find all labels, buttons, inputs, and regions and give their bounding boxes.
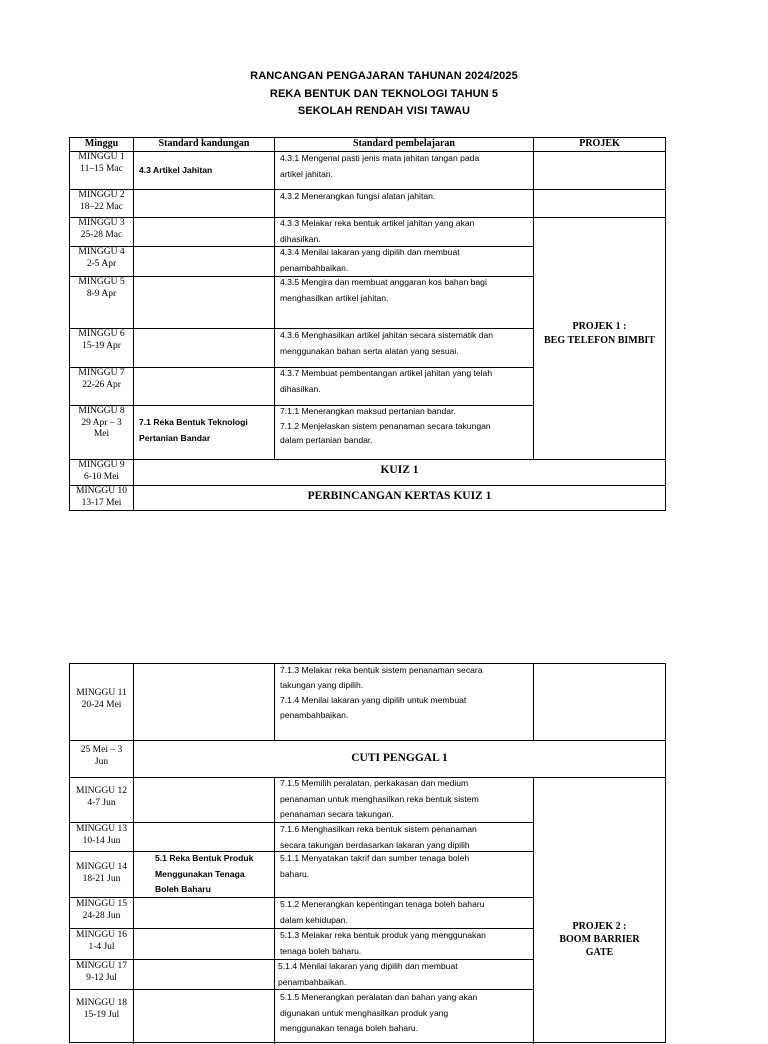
- projek-1-label: PROJEK 1 : BEG TELEFON BIMBIT: [544, 321, 655, 346]
- standard-pembelajaran-cell: 4.3.3 Melakar reka bentuk artikel jahitan yang akan dihasilkan.: [280, 218, 475, 244]
- standard-pembelajaran-cell: 5.1.3 Melakar reka bentuk produk yang menggunakan tenaga boleh baharu.: [280, 930, 486, 956]
- school-name: SEKOLAH RENDAH VISI TAWAU: [297, 105, 471, 117]
- projek-2-label: PROJEK 2 : BOOM BARRIER GATE: [559, 921, 640, 958]
- week-cell: MINGGU 12 4-7 Jun: [76, 786, 127, 808]
- col-header-standard-kandungan: Standard kandungan: [158, 138, 250, 149]
- standard-pembelajaran-cell: 4.3.4 Menilai lakaran yang dipilih dan membuat penambahbaikan.: [280, 247, 460, 273]
- week-cell: MINGGU 16 1-4 Jul: [76, 930, 127, 952]
- document-title: RANCANGAN PENGAJARAN TAHUNAN 2024/2025: [250, 70, 518, 82]
- week-cell: MINGGU 15 24-28 Jun: [76, 899, 127, 921]
- kuiz-1-label: KUIZ 1: [380, 464, 419, 476]
- standard-kandungan-cell: 7.1 Reka Bentuk Teknologi Pertanian Bandar: [139, 417, 248, 443]
- standard-pembelajaran-cell: 7.1.3 Melakar reka bentuk sistem penanaman secara takungan yang dipilih. 7.1.4 Menilai lakaran yang dipilih untuk membuat penambahbaikan.: [280, 665, 483, 720]
- standard-pembelajaran-cell: 7.1.6 Menghasilkan reka bentuk sistem penanaman secara takungan berdasarkan lakaran yang dipilih: [280, 824, 477, 850]
- week-cell: MINGGU 18 15-19 Jul: [76, 998, 127, 1020]
- week-cell: MINGGU 13 10-14 Jun: [76, 824, 127, 846]
- week-cell: MINGGU 11 20-24 Mei: [76, 688, 127, 710]
- standard-pembelajaran-cell: 5.1.1 Menyatakan takrif dan sumber tenaga boleh baharu.: [280, 853, 470, 879]
- standard-pembelajaran-cell: 4.3.5 Mengira dan membuat anggaran kos bahan bagi menghasilkan artikel jahitan.: [280, 277, 487, 303]
- week-cell: MINGGU 10 13-17 Mei: [76, 486, 127, 508]
- week-cell: MINGGU 1 11–15 Mac: [78, 152, 125, 174]
- perbincangan-label: PERBINCANGAN KERTAS KUIZ 1: [307, 490, 492, 502]
- week-cell: MINGGU 5 8-9 Apr: [78, 277, 125, 299]
- standard-pembelajaran-cell: 7.1.5 Memilih peralatan, perkakasan dan medium penanaman untuk menghasilkan reka bentuk sistem penanaman secara takungan.: [280, 778, 479, 819]
- cuti-penggal-label: CUTI PENGGAL 1: [351, 752, 448, 764]
- document-subtitle: REKA BENTUK DAN TEKNOLOGI TAHUN 5: [269, 88, 499, 100]
- week-cell: MINGGU 14 18-21 Jun: [76, 862, 127, 884]
- plan-table-1: [69, 137, 666, 511]
- standard-pembelajaran-cell: 5.1.4 Menilai lakaran yang dipilih dan membuat penambahbaikan.: [278, 961, 458, 987]
- standard-pembelajaran-cell: 4.3.7 Membuat pembentangan artikel jahitan yang telah dihasilkan.: [280, 368, 493, 394]
- standard-pembelajaran-cell: 5.1.5 Menerangkan peralatan dan bahan yang akan digunakan untuk menghasilkan produk yang menggunakan tenaga boleh baharu.: [280, 992, 478, 1033]
- standard-pembelajaran-cell: 4.3.1 Mengenal pasti jenis mata jahitan tangan pada artikel jahitan.: [280, 153, 480, 179]
- week-cell: MINGGU 8 29 Apr – 3 Mei: [78, 406, 125, 439]
- standard-kandungan-cell: 5.1 Reka Bentuk Produk Menggunakan Tenaga Boleh Baharu: [155, 853, 254, 894]
- week-cell: MINGGU 17 9-12 Jul: [76, 961, 127, 983]
- week-cell: MINGGU 2 18–22 Mac: [78, 190, 125, 212]
- col-header-standard-pembelajaran: Standard pembelajaran: [353, 138, 455, 149]
- week-cell: MINGGU 9 6-10 Mei: [78, 460, 125, 482]
- cuti-date-cell: 25 Mei – 3 Jun: [80, 745, 123, 767]
- plan-table-2: [69, 663, 666, 1043]
- standard-pembelajaran-cell: 4.3.2 Menerangkan fungsi alatan jahitan.: [280, 191, 436, 201]
- week-cell: MINGGU 4 2-5 Apr: [78, 247, 125, 269]
- standard-pembelajaran-cell: 4.3.6 Menghasilkan artikel jahitan secara sistematik dan menggunakan bahan serta alatan yang sesuai.: [280, 330, 494, 356]
- col-header-minggu: Minggu: [84, 138, 119, 149]
- standard-kandungan-cell: 4.3 Artikel Jahitan: [139, 165, 213, 175]
- col-header-projek: PROJEK: [579, 138, 620, 149]
- week-cell: MINGGU 3 25-28 Mac: [78, 218, 125, 240]
- week-cell: MINGGU 6 15-19 Apr: [78, 329, 125, 351]
- standard-pembelajaran-cell: 7.1.1 Menerangkan maksud pertanian bandar. 7.1.2 Menjelaskan sistem penanaman secara takungan dalam pertanian bandar.: [280, 406, 491, 445]
- week-cell: MINGGU 7 22-26 Apr: [78, 368, 125, 390]
- standard-pembelajaran-cell: 5.1.2 Menerangkan kepentingan tenaga boleh baharu dalam kehidupan.: [280, 899, 485, 925]
